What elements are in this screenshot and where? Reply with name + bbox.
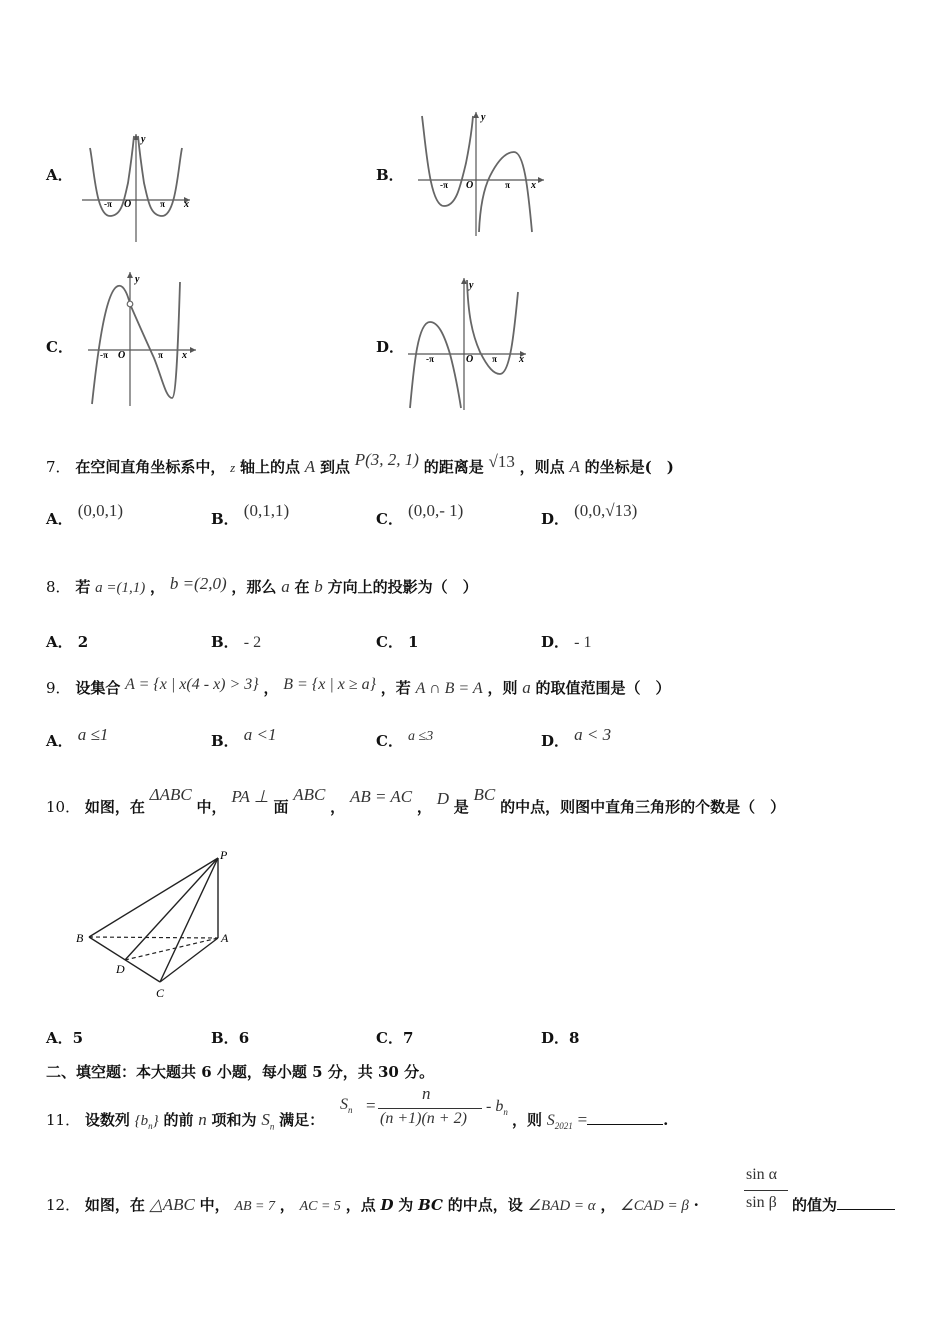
q11-answer — [512, 1109, 668, 1131]
question-number: 7． — [46, 458, 71, 476]
option-value: - 2 — [243, 634, 262, 651]
math-equals: = — [577, 1110, 588, 1129]
question-number: 10． — [46, 798, 81, 816]
question-text: ， — [330, 798, 346, 816]
math-subscript: n — [503, 1107, 508, 1118]
math-n: n — [198, 1110, 207, 1129]
math-s2021 — [546, 1112, 573, 1132]
math-point-a: A — [304, 457, 316, 476]
q7-option-a[interactable] — [46, 501, 124, 529]
question-number: 8． — [46, 578, 71, 596]
math-dot: · — [693, 1196, 699, 1214]
graph-option-a[interactable] — [76, 128, 196, 248]
question-text: ，若 — [380, 679, 411, 697]
math-part: } — [152, 1113, 159, 1129]
option-value: (0,1,1) — [243, 501, 290, 520]
math-segment: BC — [473, 785, 496, 804]
question-text: 的距离是 — [423, 458, 484, 476]
option-label: B． — [211, 732, 239, 750]
pi-label: π — [158, 350, 163, 360]
math-set-a: A = {x | x(4 - x) > 3} — [125, 676, 259, 693]
math-angle-bad: ∠BAD = α — [527, 1198, 596, 1214]
option-c-label[interactable]: C． — [46, 338, 73, 356]
math-point-a: A — [569, 457, 580, 476]
math-subscript: n — [148, 1121, 153, 1131]
question-12 — [46, 1194, 699, 1215]
pyramid-figure — [70, 846, 240, 1002]
math-ab: AB = 7 — [234, 1199, 275, 1214]
math-subscript: n — [348, 1105, 353, 1116]
question-7 — [46, 450, 674, 477]
q7-option-d[interactable] — [541, 501, 638, 529]
math-plane: ABC — [293, 785, 326, 804]
y-axis-label: y — [481, 112, 486, 123]
answer-blank[interactable] — [837, 1195, 895, 1210]
question-text: 的中点，则图中直角三角形的个数是（ ） — [500, 798, 786, 816]
neg-pi-label: -π — [440, 180, 448, 190]
question-text: 方向上的投影为（ ） — [327, 578, 478, 596]
pi-label: π — [492, 354, 497, 364]
option-value: a ≤1 — [77, 725, 109, 744]
question-text: ， — [279, 1196, 295, 1214]
graph-option-b[interactable] — [412, 108, 552, 240]
vertex-p-label: P — [220, 848, 228, 862]
question-number: 12． — [46, 1196, 81, 1214]
q9-option-a[interactable] — [46, 725, 109, 751]
x-axis-label: x — [184, 199, 189, 210]
math-sequence — [135, 1113, 159, 1129]
question-text: 为 — [398, 1196, 414, 1214]
option-value: (0,0,- 1) — [408, 501, 464, 520]
math-angle-cad: ∠CAD = β — [620, 1198, 689, 1214]
question-text: 的坐标是( ) — [584, 458, 674, 476]
question-11 — [46, 1109, 324, 1131]
option-value: 7 — [402, 1029, 414, 1047]
q8-option-a[interactable] — [46, 631, 88, 652]
math-point-p: P(3, 2, 1) — [354, 450, 419, 469]
option-value: a < 3 — [574, 725, 612, 744]
option-value: (0,0,1) — [77, 501, 124, 520]
option-value: - 1 — [574, 634, 592, 651]
option-value: 5 — [72, 1029, 84, 1047]
vertex-c-label: C — [156, 986, 165, 1000]
question-text: ， — [150, 578, 166, 596]
option-label: A． — [46, 510, 73, 528]
option-label: A． — [46, 1029, 73, 1047]
question-text: ，则 — [487, 679, 518, 697]
math-equality: AB = AC — [349, 787, 413, 806]
fraction-denominator: (n +1)(n + 2) — [380, 1110, 467, 1127]
option-label: D． — [541, 510, 570, 528]
fraction-numerator: sin α — [746, 1166, 778, 1183]
question-text: 到点 — [319, 458, 350, 476]
option-label: C． — [376, 1029, 403, 1047]
origin-label: O — [124, 199, 132, 210]
question-text: ， — [600, 1196, 616, 1214]
option-label: C． — [376, 633, 403, 651]
option-value: 2 — [77, 633, 89, 651]
option-label: B． — [211, 1029, 239, 1047]
math-perpendicular: PA ⊥ — [231, 787, 269, 806]
q9-option-c[interactable] — [376, 730, 433, 751]
option-a-label[interactable]: A． — [46, 166, 73, 184]
option-label: D． — [541, 633, 570, 651]
vertex-d-label: D — [116, 962, 125, 976]
option-label: B． — [211, 633, 239, 651]
option-b-label[interactable]: B． — [376, 166, 404, 184]
origin-label: O — [466, 180, 474, 191]
option-label: C． — [376, 510, 403, 528]
q10-option-a[interactable] — [46, 1027, 83, 1048]
math-part: S — [546, 1112, 555, 1129]
question-text: 的取值范围是（ ） — [535, 679, 671, 697]
neg-pi-label: -π — [104, 199, 112, 209]
math-part: S — [261, 1110, 270, 1129]
math-part: {b — [134, 1113, 149, 1129]
neg-pi-label: -π — [426, 354, 434, 364]
question-text: 面 — [273, 798, 289, 816]
question-text: 轴上的点 — [239, 458, 300, 476]
q7-option-c[interactable] — [376, 501, 464, 529]
fraction-bar — [744, 1190, 788, 1191]
option-value: 6 — [238, 1029, 250, 1047]
question-text: 如图，在 — [84, 798, 145, 816]
question-text: ， — [416, 798, 432, 816]
question-text: 中， — [199, 1196, 230, 1214]
q9-option-d[interactable] — [541, 725, 612, 751]
option-label: B． — [211, 510, 239, 528]
q7-option-b[interactable] — [211, 501, 290, 529]
question-text: 设集合 — [75, 679, 121, 697]
q8-option-b[interactable] — [211, 631, 261, 652]
math-subscript: n — [269, 1121, 275, 1132]
answer-blank[interactable] — [587, 1110, 663, 1125]
option-value: 8 — [569, 1029, 580, 1047]
q8-option-d[interactable] — [541, 631, 591, 652]
question-number: 9． — [46, 679, 71, 697]
option-value: 1 — [408, 633, 419, 651]
option-label: D． — [541, 732, 570, 750]
origin-label: O — [466, 354, 474, 365]
question-text: 满足： — [279, 1111, 325, 1129]
math-set-b: B = {x | x ≥ a} — [283, 676, 377, 693]
math-vector-a: a =(1,1) — [95, 580, 146, 596]
math-z: z — [230, 460, 236, 475]
math-sqrt13: √13 — [488, 452, 515, 471]
question-text: 的值为 — [792, 1196, 838, 1214]
y-axis-label: y — [141, 134, 146, 145]
q12-answer — [792, 1194, 895, 1215]
option-label: C． — [376, 732, 403, 750]
math-bc: BC — [418, 1196, 443, 1214]
question-text: 的前 — [163, 1111, 194, 1129]
question-text: 如图，在 — [84, 1196, 145, 1214]
x-axis-label: x — [531, 180, 536, 191]
q10-option-d[interactable] — [541, 1027, 579, 1048]
math-d: D — [436, 789, 449, 808]
math-triangle: △ABC — [149, 1195, 195, 1214]
math-part: S — [340, 1096, 348, 1113]
math-a: a — [522, 678, 531, 697]
question-text: . — [663, 1111, 669, 1129]
math-lhs — [340, 1096, 353, 1115]
math-ac: AC = 5 — [299, 1199, 341, 1214]
q12-fraction — [744, 1166, 790, 1220]
question-text: 在空间直角坐标系中， — [75, 458, 226, 476]
fraction-numerator: n — [422, 1084, 431, 1103]
graph-option-c[interactable] — [84, 268, 204, 408]
question-8 — [46, 576, 478, 597]
x-axis-label: x — [182, 350, 187, 361]
question-text: 若 — [75, 578, 91, 596]
question-text: ，则点 — [519, 458, 565, 476]
q10-option-c[interactable] — [376, 1027, 413, 1048]
math-a: a — [281, 577, 290, 596]
option-label: A． — [46, 633, 73, 651]
y-axis-label: y — [469, 280, 474, 291]
option-d-label[interactable]: D． — [376, 338, 405, 356]
vertex-b-label: B — [76, 931, 84, 945]
question-text: ，点 — [345, 1196, 376, 1214]
math-d: D — [380, 1196, 394, 1214]
question-text: 设数列 — [84, 1111, 130, 1129]
question-9 — [46, 677, 671, 698]
fraction-bar — [378, 1108, 482, 1109]
math-equals: = — [366, 1096, 376, 1115]
math-condition: A ∩ B = A — [415, 680, 483, 697]
math-sn — [261, 1110, 275, 1132]
q10-option-b[interactable] — [211, 1027, 249, 1048]
option-label: D． — [541, 1029, 570, 1047]
question-text: ，那么 — [231, 578, 277, 596]
question-text: ， — [263, 679, 279, 697]
math-part: - b — [486, 1098, 504, 1115]
q8-option-c[interactable] — [376, 631, 418, 652]
fraction-denominator: sin β — [746, 1194, 777, 1211]
question-text: 中， — [196, 798, 227, 816]
question-10 — [46, 785, 786, 817]
neg-pi-label: -π — [100, 350, 108, 360]
pi-label: π — [505, 180, 510, 190]
x-axis-label: x — [519, 354, 524, 365]
question-text: 在 — [294, 578, 310, 596]
option-value: a ≤3 — [408, 729, 434, 744]
section-heading: 二、填空题：本大题共 6 小题，每小题 5 分，共 30 分。 — [46, 1063, 435, 1081]
y-axis-label: y — [135, 274, 140, 285]
question-number: 11． — [46, 1111, 81, 1129]
origin-label: O — [118, 350, 126, 361]
q9-option-b[interactable] — [211, 725, 277, 751]
graph-option-d[interactable] — [404, 274, 534, 414]
pi-label: π — [160, 199, 165, 209]
question-text: 的中点，设 — [447, 1196, 523, 1214]
option-value: a <1 — [243, 725, 277, 744]
question-text: 项和为 — [211, 1111, 257, 1129]
math-vector-b: b =(2,0) — [169, 574, 227, 593]
option-label: A． — [46, 732, 73, 750]
vertex-a-label: A — [221, 931, 229, 945]
question-text: ，则 — [512, 1111, 543, 1129]
math-subscript: 2021 — [554, 1121, 573, 1132]
math-triangle: ΔABC — [149, 785, 192, 804]
math-b: b — [314, 577, 323, 596]
option-value: (0,0,√13) — [574, 501, 638, 520]
question-text: 是 — [453, 798, 469, 816]
math-minus-b — [486, 1098, 508, 1117]
